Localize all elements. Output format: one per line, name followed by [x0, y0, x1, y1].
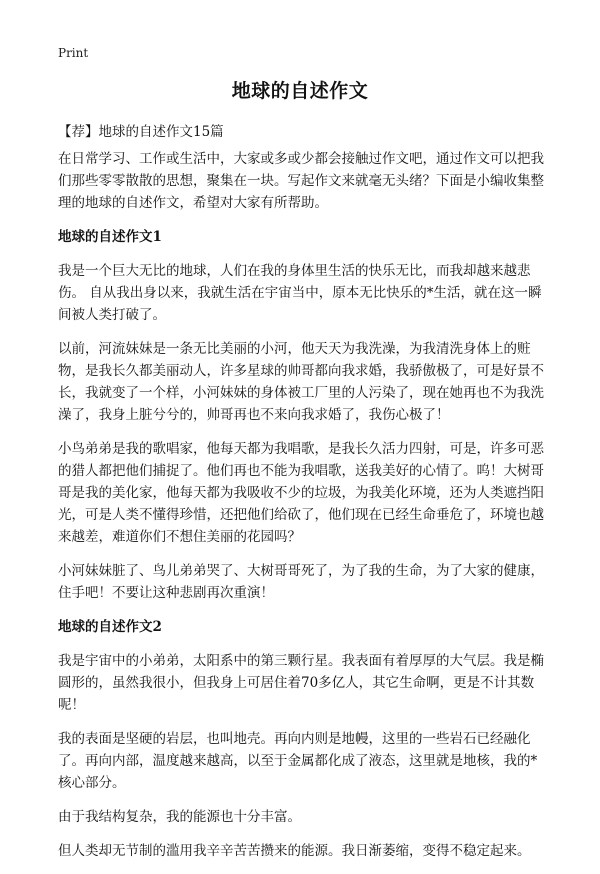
section-heading-2: 地球的自述作文2: [58, 619, 162, 635]
paragraph: 我的表面是坚硬的岩层，也叫地壳。再向内则是地幔，这里的一些岩石已经融化了。再向内部，温度越来越高，以至于金属都化成了液态，这里就是地核，我的*核心部分。: [58, 731, 538, 791]
intro-paragraph: 在日常学习、工作或生活中，大家或多或少都会接触过作文吧，通过作文可以把我们那些零零散散的思想，聚集在一块。写起作文来就毫无头绪？下面是小编收集整理的地球的自述作文，希望对大家有所帮助。: [58, 151, 544, 211]
recommend-line: 【荐】地球的自述作文15篇: [58, 124, 224, 140]
article-body: [58, 148, 548, 874]
page-title: 地球的自述作文: [231, 80, 369, 102]
paragraph: 以前，河流妹妹是一条无比美丽的小河，他天天为我洗澡，为我清洗身体上的赃物，是我长久都美丽动人，许多星球的帅哥都向我求婚，我骄傲极了，可是好景不长，我就变了一个样，小河妹妹的身体被工厂里的人污染了，现在她再也不为我洗澡了，我身上脏兮兮的，帅哥再也不来向我求婚了，我伤心极了！: [58, 341, 544, 423]
section-heading-1: 地球的自述作文1: [58, 229, 162, 245]
paragraph: 小鸟弟弟是我的歌唱家，他每天都为我唱歌，是我长久活力四射，可是，许多可恶的猎人都把他们捕捉了。他们再也不能为我唱歌，送我美好的心情了。呜！大树哥哥是我的美化家，他每天都为我吸收不少的垃圾，为我美化环境，还为人类遮挡阳光，可是人类不懂得珍惜，还把他们给砍了，他们现在已经生命垂危了，环境也越来越差，难道你们不想住美丽的花园吗？: [58, 441, 544, 545]
paragraph: 我是一个巨大无比的地球，人们在我的身体里生活的快乐无比，而我却越来越悲伤。 自从我出身以来，我就生活在宇宙当中，原本无比快乐的*生活，就在这一瞬间被人类打破了。: [58, 263, 542, 323]
paragraph: 由于我结构复杂，我的能源也十分丰富。: [58, 809, 301, 825]
paragraph: 小河妹妹脏了、鸟儿弟弟哭了、大树哥哥死了，为了我的生命，为了大家的健康，住手吧！不要让这种悲剧再次重演！: [58, 563, 544, 601]
paragraph: 我是宇宙中的小弟弟，太阳系中的第三颗行星。我表面有着厚厚的大气层。我是椭圆形的，虽然我很小，但我身上可居住着70多亿人，其它生命啊，更是不计其数呢！: [58, 653, 544, 713]
print-link[interactable]: Print: [58, 46, 89, 60]
paragraph: 但人类却无节制的滥用我辛辛苦苦攒来的能源。我日渐萎缩，变得不稳定起来。: [58, 843, 531, 859]
